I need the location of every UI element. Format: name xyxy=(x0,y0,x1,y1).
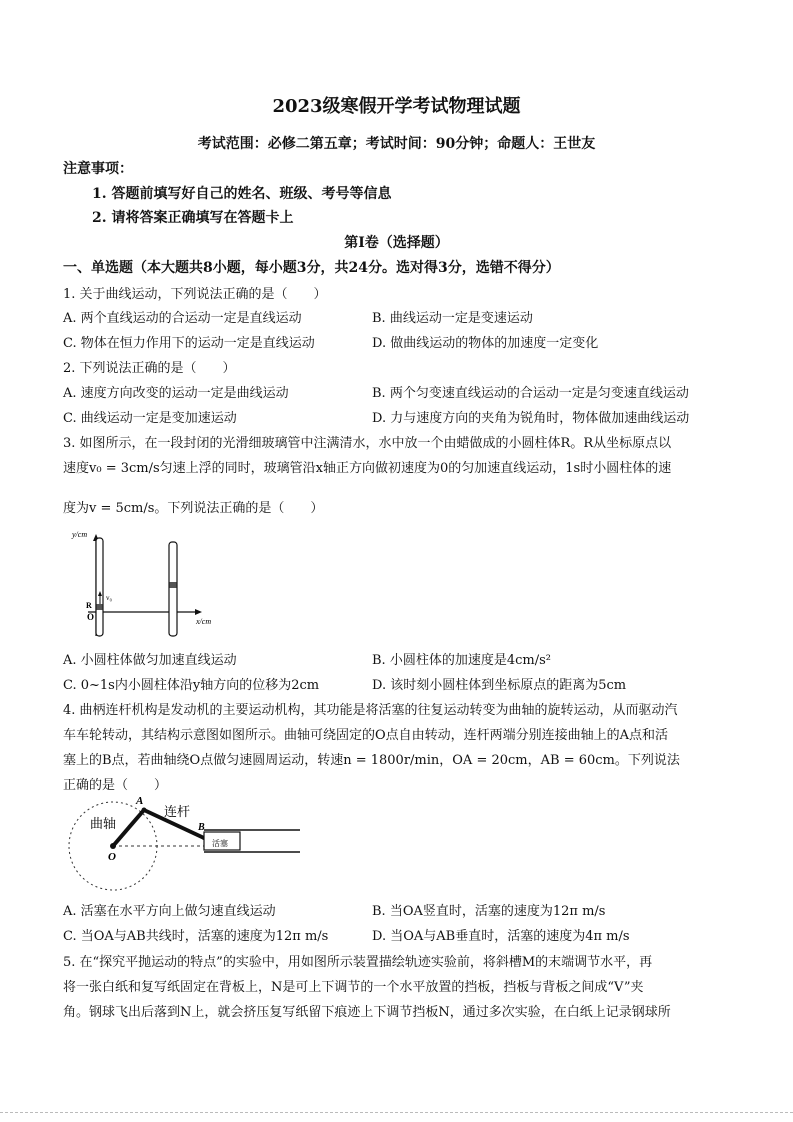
section-heading: 一、单选题（本大题共8小题，每小题3分，共24分。选对得3分，选错不得分） xyxy=(63,260,560,276)
q1-option-a: A. 两个直线运动的合运动一定是直线运动 xyxy=(63,311,302,326)
note-item: 2. 请将答案正确填写在答题卡上 xyxy=(92,210,294,226)
exam-title: 2023级寒假开学考试物理试题 xyxy=(272,96,521,117)
q4-option-b: B. 当OA竖直时，活塞的速度为12π m/s xyxy=(372,904,606,919)
q3-option-c: C. 0~1s内小圆柱体沿y轴方向的位移为2cm xyxy=(63,678,320,693)
question-4-stem-line: 塞上的B点，若曲轴绕O点做匀速圆周运动，转速n = 1800r/min，OA = 20cm，AB = 60cm。下列说法 xyxy=(63,753,680,768)
q3-option-d: D. 该时刻小圆柱体到坐标原点的距离为5cm xyxy=(372,678,627,693)
question-1-stem: 1. 关于曲线运动，下列说法正确的是（ ） xyxy=(63,287,327,302)
note-item: 1. 答题前填写好自己的姓名、班级、考号等信息 xyxy=(92,186,392,202)
q1-option-c: C. 物体在恒力作用下的运动一定是直线运动 xyxy=(63,336,315,351)
label-crankshaft: 曲轴 xyxy=(90,816,117,831)
q4-option-d: D. 当OA与AB垂直时，活塞的速度为4π m/s xyxy=(372,929,630,944)
q2-option-b: B. 两个匀变速直线运动的合运动一定是匀变速直线运动 xyxy=(372,386,689,401)
x-axis-label: x/cm xyxy=(196,617,212,626)
question-3-stem-line: 3. 如图所示，在一段封闭的光滑细玻璃管中注满清水，水中放一个由蜡做成的小圆柱体R。R从坐标原点以 xyxy=(63,436,672,451)
q2-option-a: A. 速度方向改变的运动一定是曲线运动 xyxy=(63,386,289,401)
q3-option-a: A. 小圆柱体做匀加速直线运动 xyxy=(63,653,237,668)
exam-info: 考试范围：必修二第五章；考试时间：90分钟；命题人：王世友 xyxy=(197,136,596,152)
crank-figure xyxy=(64,792,304,892)
label-b: B xyxy=(198,822,205,833)
label-o: O xyxy=(108,851,116,863)
question-4-stem-line: 车车轮转动，其结构示意图如图所示。曲轴可绕固定的O点自由转动，连杆两端分别连接曲轴上的A点和活 xyxy=(63,728,669,743)
q1-option-b: B. 曲线运动一定是变速运动 xyxy=(372,311,533,326)
question-4-stem-line: 正确的是（ ） xyxy=(63,778,168,793)
question-4-stem-line: 4. 曲柄连杆机构是发动机的主要运动机构，其功能是将活塞的往复运动转变为曲轴的旋转运动，从而驱动汽 xyxy=(63,703,678,718)
q2-option-d: D. 力与速度方向的夹角为锐角时，物体做加速曲线运动 xyxy=(372,411,690,426)
q4-option-c: C. 当OA与AB共线时，活塞的速度为12π m/s xyxy=(63,929,329,944)
label-a: A xyxy=(136,795,144,807)
label-connecting-rod: 连杆 xyxy=(164,804,191,819)
question-5-stem-line: 将一张白纸和复写纸固定在背板上，N是可上下调节的一个水平放置的挡板，挡板与背板之间成“V”夹 xyxy=(63,980,644,995)
q4-option-a: A. 活塞在水平方向上做匀速直线运动 xyxy=(63,904,276,919)
question-5-stem-line: 角。钢球飞出后落到N上，就会挤压复写纸留下痕迹上下调节挡板N，通过多次实验，在白纸上记录钢球所 xyxy=(63,1005,671,1020)
part-title: 第Ⅰ卷（选择题） xyxy=(344,235,449,251)
q1-option-d: D. 做曲线运动的物体的加速度一定变化 xyxy=(372,336,599,351)
page-bottom-divider xyxy=(0,1112,793,1113)
q3-option-b: B. 小圆柱体的加速度是4cm/s² xyxy=(372,653,551,668)
velocity-label: v₀ xyxy=(106,594,112,602)
origin-label: O xyxy=(87,612,95,622)
question-3-stem-line: 度为v = 5cm/s。下列说法正确的是（ ） xyxy=(63,501,324,516)
glass-tube-figure xyxy=(66,524,216,644)
question-3-stem-line: 速度v₀ = 3cm/s匀速上浮的同时，玻璃管沿x轴正方向做初速度为0的匀加速直线运动，1s时小圆柱体的速 xyxy=(63,461,672,476)
notes-heading: 注意事项： xyxy=(63,161,133,177)
label-piston: 活塞 xyxy=(212,839,228,848)
question-2-stem: 2. 下列说法正确的是（ ） xyxy=(63,361,236,376)
y-axis-label: y/cm xyxy=(72,530,88,539)
q2-option-c: C. 曲线运动一定是变加速运动 xyxy=(63,411,237,426)
question-5-stem-line: 5. 在“探究平抛运动的特点”的实验中，用如图所示装置描绘轨迹实验前，将斜槽M的末端调节水平，再 xyxy=(63,955,653,970)
point-r-label: R xyxy=(86,601,92,610)
